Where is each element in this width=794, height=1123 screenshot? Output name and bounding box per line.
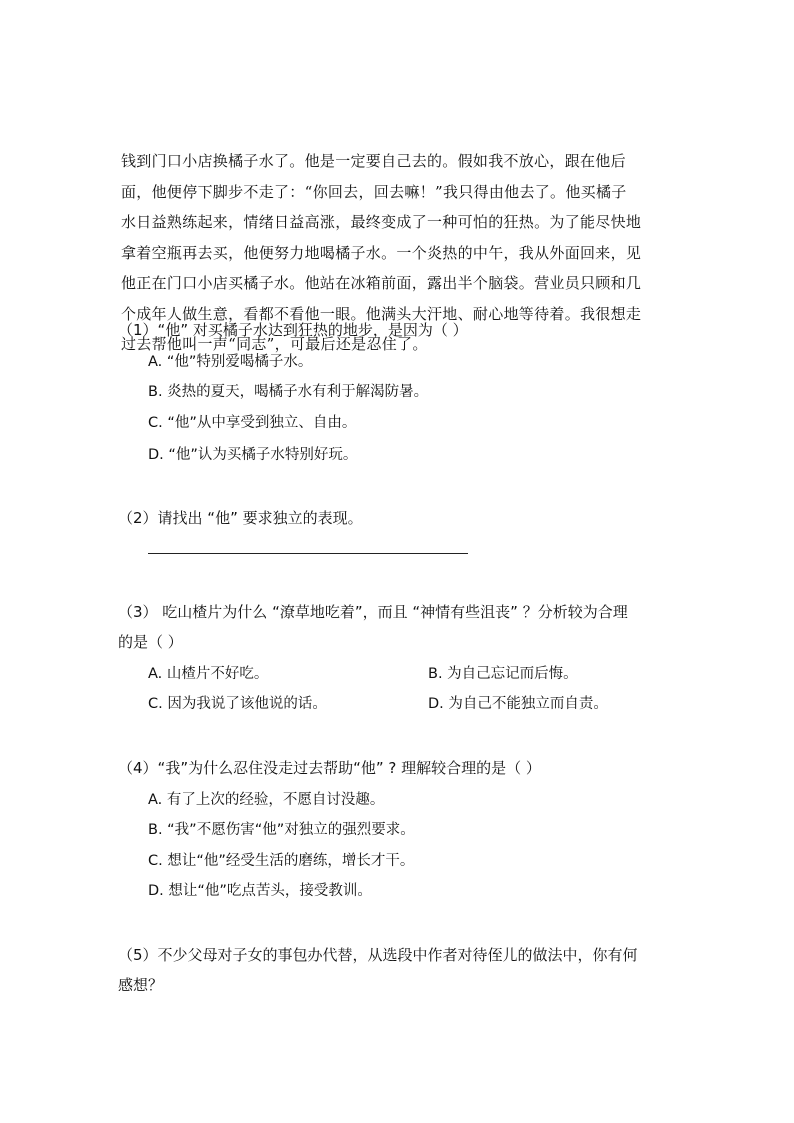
passage-line: 钱到门口小店换橘子水了。他是一定要自己去的。假如我不放心，跟在他后 (121, 152, 626, 170)
passage-line: 面，他便停下脚步不走了：“你回去，回去嘛！”我只得由他去了。他买橘子 (121, 182, 627, 201)
question-4-option-b: B. “我”不愿伤害“他”对独立的强烈要求。 (148, 822, 415, 838)
passage-line: 水日益熟练起来，情绪日益高涨，最终变成了一种可怕的狂热。为了能尽快地 (121, 213, 642, 231)
question-4-stem: （4）“我”为什么忍住没走过去帮助“他” ? 理解较合理的是（ ） (118, 759, 541, 777)
question-3-stem-line2: 的是（ ） (118, 633, 183, 651)
question-3-option-c: C. 因为我说了该他说的话。 (148, 696, 327, 712)
question-4-option-c: C. 想让“他”经受生活的磨练，增长才干。 (148, 853, 415, 869)
question-1-option-a: A. “他”特别爱喝橘子水。 (148, 354, 313, 370)
answer-line (148, 553, 468, 554)
question-1-stem: （1）“他” 对买橘子水达到狂热的地步，是因为（ ） (118, 321, 468, 339)
question-2-stem: （2）请找出 “他” 要求独立的表现。 (118, 509, 363, 527)
passage-line: 个成年人做生意，看都不看他一眼。他满头大汗地、耐心地等待着。我很想走 (121, 304, 642, 323)
question-3-option-d: D. 为自己不能独立而自责。 (428, 696, 608, 712)
question-4-option-a: A. 有了上次的经验，不愿自讨没趣。 (148, 792, 385, 808)
question-4-option-d: D. 想让“他”吃点苦头，接受教训。 (148, 883, 372, 899)
question-3-option-a: A. 山楂片不好吃。 (148, 666, 269, 682)
passage-line: 拿着空瓶再去买，他便努力地喝橘子水。一个炎热的中午，我从外面回来，见 (121, 243, 642, 262)
passage-line: 他正在门口小店买橘子水。他站在冰箱前面，露出半个脑袋。营业员只顾和几 (121, 274, 642, 292)
question-1-option-c: C. “他”从中享受到独立、自由。 (148, 415, 357, 431)
question-3-stem-line1: （3） 吃山楂片为什么 “潦草地吃着”，而且 “神情有些沮丧” ？分析较为合理 (118, 603, 628, 621)
passage-line: 过去帮他叫一声“同志”，可最后还是忍住了。 (121, 335, 428, 353)
question-1-option-d: D. “他”认为买橘子水特别好玩。 (148, 447, 358, 463)
question-5-stem-line2: 感想？ (118, 976, 164, 994)
question-5-stem-line1: （5）不少父母对子女的事包办代替，从选段中作者对待侄儿的做法中，你有何 (118, 946, 638, 964)
question-1-option-b: B. 炎热的夏天，喝橘子水有利于解渴防暑。 (148, 384, 429, 400)
question-3-option-b: B. 为自己忘记而后悔。 (428, 666, 578, 682)
